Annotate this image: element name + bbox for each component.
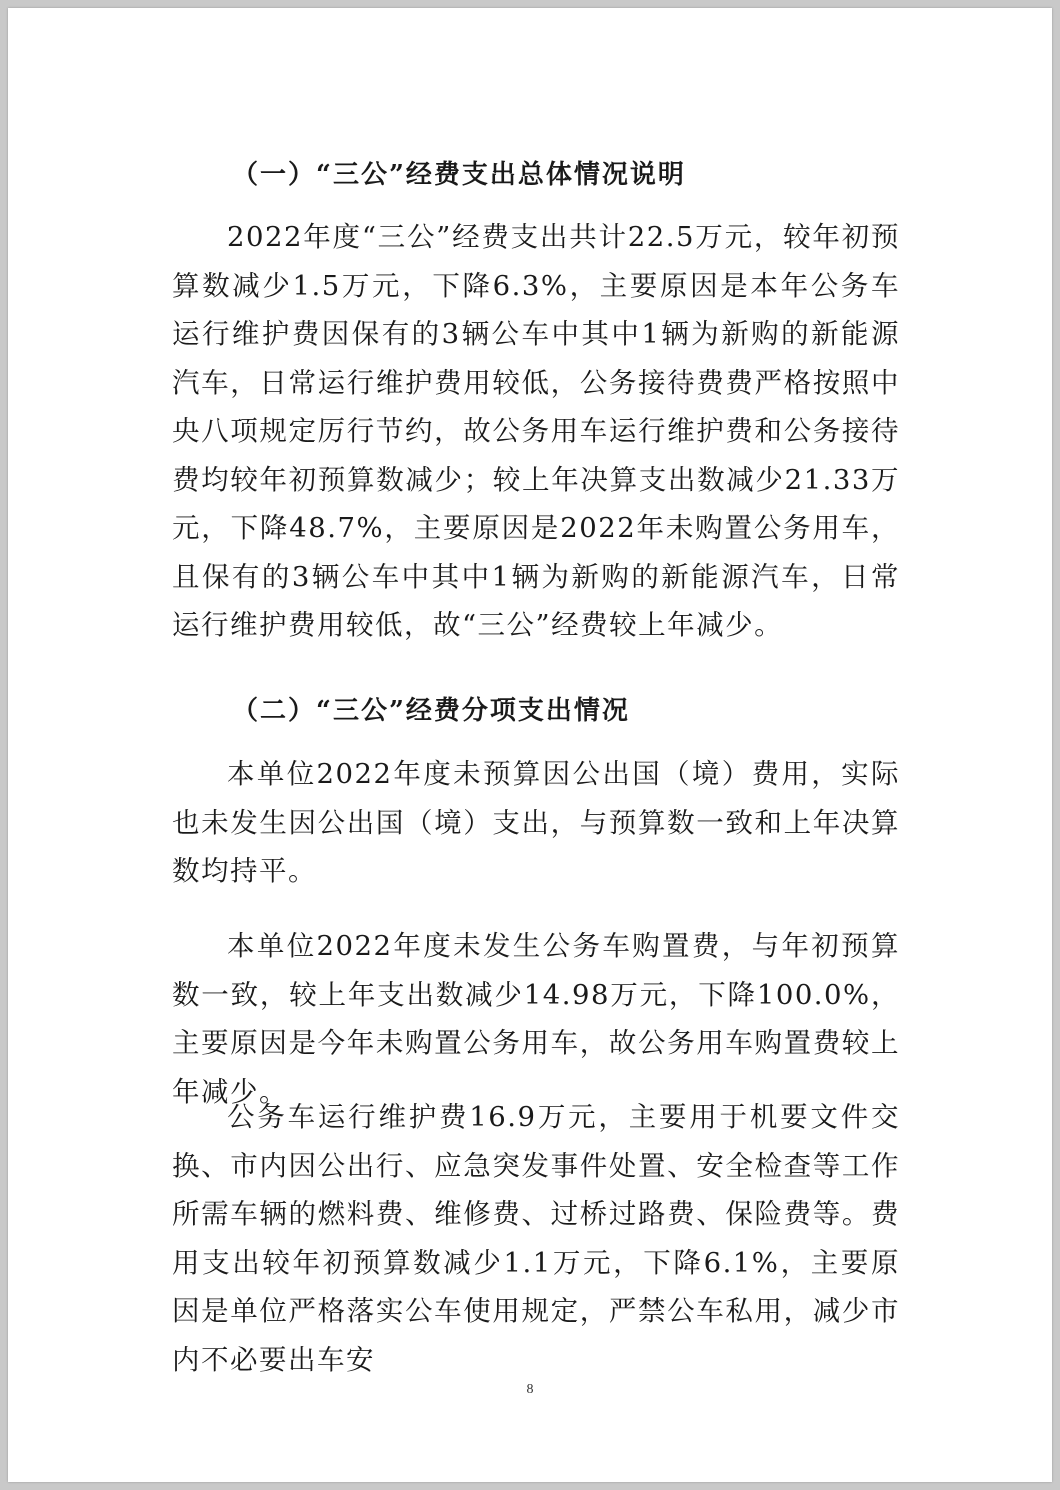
paragraph-2-2: 本单位2022年度未发生公务车购置费，与年初预算数一致，较上年支出数减少14.98万元，下降100.0%，主要原因是今年未购置公务用车，故公务用车购置费较上年减少。 (172, 930, 900, 1108)
paragraph-2-3: 公务车运行维护费16.9万元，主要用于机要文件交换、市内因公出行、应急突发事件处置、安全检查等工作所需车辆的燃料费、维修费、过桥过路费、保险费等。费用支出较年初预算数减少1.1万元，下降6.1%，主要原因是单位严格落实公车使用规定，严禁公车私用，减少市内不必要出车安 (172, 1101, 900, 1376)
paragraph-1-1: 2022年度“三公”经费支出共计22.5万元，较年初预算数减少1.5万元，下降6.3%，主要原因是本年公务车运行维护费因保有的3辆公车中其中1辆为新购的新能源汽车，日常运行维护费用较低，公务接待费费严格按照中央八项规定厉行节约，故公务用车运行维护费和公务接待费均较年初预算数减少；较上年决算支出数减少21.33万元，下降48.7%，主要原因是2022年未购置公务用车，且保有的3辆公车中其中1辆为新购的新能源汽车，日常运行维护费用较低，故“三公”经费较上年减少。 (172, 221, 900, 641)
document-page (8, 8, 1052, 1482)
section-heading-2: （二）“三公”经费分项支出情况 (232, 696, 630, 726)
page-number: 8 (526, 1382, 534, 1397)
paragraph-2-1: 本单位2022年度未预算因公出国（境）费用，实际也未发生因公出国（境）支出，与预算数一致和上年决算数均持平。 (172, 758, 900, 887)
section-heading-1: （一）“三公”经费支出总体情况说明 (232, 160, 686, 190)
